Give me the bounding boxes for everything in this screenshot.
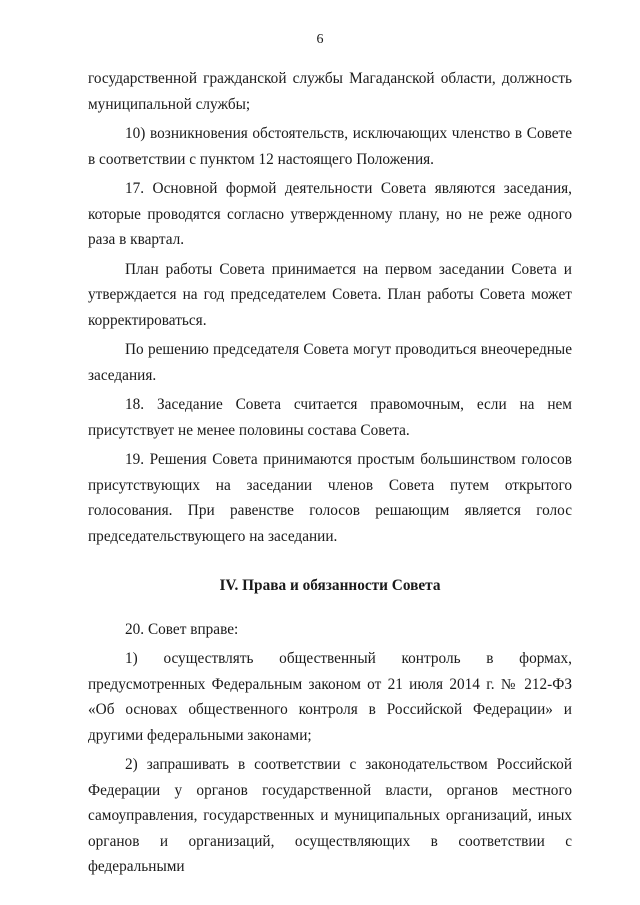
document-body — [88, 66, 572, 880]
paragraph: 19. Решения Совета принимаются простым большинством голосов присутствующих на заседании членов Совета путем открытого голосования. При равенстве голосов решающим является голос председательствующего на заседании. — [88, 451, 572, 545]
paragraph: 20. Совет вправе: — [125, 620, 239, 638]
paragraph: 1) осуществлять общественный контроль в формах, предусмотренных Федеральным законом от 21 июля 2014 г. № 212-ФЗ «Об основах общественного контроля в Российской Федерации» и другими федеральными законами; — [88, 650, 572, 744]
section-heading: IV. Права и обязанности Совета — [219, 577, 441, 594]
paragraph: 2) запрашивать в соответствии с законодательством Российской Федерации у органов государственной власти, органов местного самоуправления, государственных и муниципальных организаций, иных органов и организаций, осуществляющих в соответствии с федеральными — [88, 756, 572, 875]
paragraph: План работы Совета принимается на первом заседании Совета и утверждается на год председателем Совета. План работы Совета может корректироваться. — [88, 260, 572, 329]
page-number: 6 — [316, 32, 324, 47]
paragraph: государственной гражданской службы Магаданской области, должность муниципальной службы; — [88, 70, 572, 113]
paragraph: 17. Основной формой деятельности Совета являются заседания, которые проводятся согласно утвержденному плану, но не реже одного раза в квартал. — [88, 180, 572, 248]
paragraph: 18. Заседание Совета считается правомочным, если на нем присутствует не менее половины состава Совета. — [88, 396, 572, 439]
paragraph: По решению председателя Совета могут проводиться внеочередные заседания. — [88, 341, 572, 384]
paragraph: 10) возникновения обстоятельств, исключающих членство в Совете в соответствии с пунктом 12 настоящего Положения. — [88, 125, 572, 168]
